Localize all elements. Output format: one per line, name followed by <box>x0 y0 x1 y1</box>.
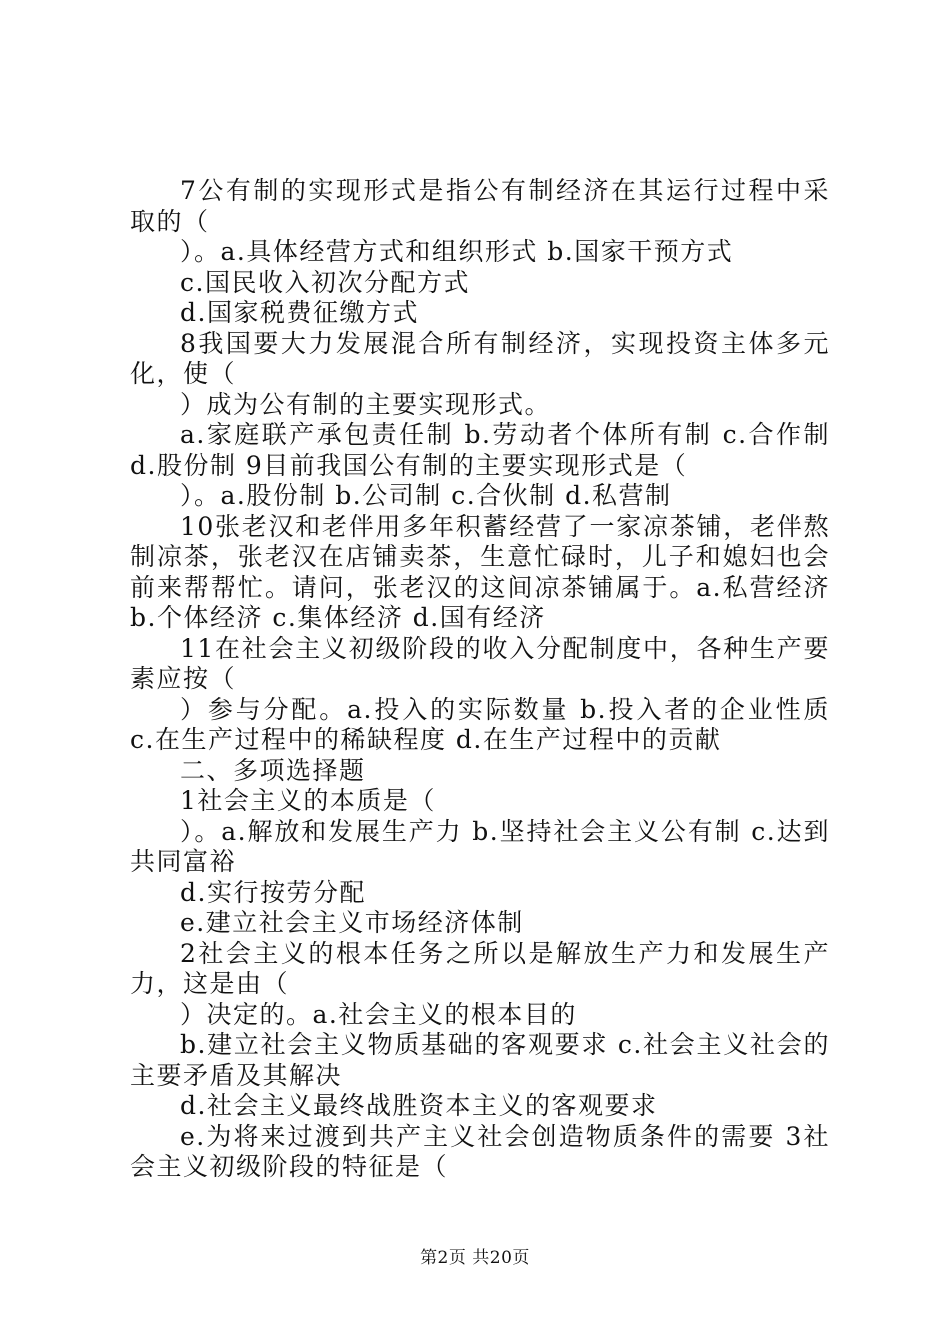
page-footer: 第2页 共20页 <box>420 1248 530 1268</box>
paragraph: 2社会主义的根本任务之所以是解放生产力和发展生产力，这是由（ <box>130 938 830 998</box>
paragraph: e.建立社会主义市场经济体制 <box>180 908 524 937</box>
paragraph: d.实行按劳分配 <box>180 877 366 907</box>
paragraph: 11在社会主义初级阶段的收入分配制度中，各种生产要素应按（ <box>130 633 830 693</box>
paragraph: a.家庭联产承包责任制 b.劳动者个体所有制 c.合作制 d.股份制 9目前我国公有制的主要实现形式是（ <box>130 420 830 480</box>
paragraph: b.建立社会主义物质基础的客观要求 c.社会主义社会的主要矛盾及其解决 <box>130 1030 830 1090</box>
section-heading: 二、多项选择题 <box>180 755 366 785</box>
document-body <box>130 176 830 1183</box>
paragraph: ）成为公有制的主要实现形式。 <box>180 389 552 419</box>
paragraph: c.国民收入初次分配方式 <box>180 267 470 297</box>
paragraph: ）参与分配。a.投入的实际数量 b.投入者的企业性质 c.在生产过程中的稀缺程度 d.在生产过程中的贡献 <box>130 694 830 754</box>
paragraph: 7公有制的实现形式是指公有制经济在其运行过程中采取的（ <box>130 176 830 236</box>
paragraph: ）。a.解放和发展生产力 b.坚持社会主义公有制 c.达到共同富裕 <box>130 816 830 876</box>
paragraph: e.为将来过渡到共产主义社会创造物质条件的需要 3社会主义初级阶段的特征是（ <box>130 1121 830 1181</box>
paragraph: 8我国要大力发展混合所有制经济，实现投资主体多元化，使（ <box>130 328 830 388</box>
paragraph: ）。a.具体经营方式和组织形式 b.国家干预方式 <box>180 237 734 266</box>
paragraph: d.国家税费征缴方式 <box>180 298 419 327</box>
paragraph: 1社会主义的本质是（ <box>180 786 436 815</box>
paragraph: ）。a.股份制 b.公司制 c.合伙制 d.私营制 <box>180 481 672 510</box>
paragraph: ）决定的。a.社会主义的根本目的 <box>180 999 577 1029</box>
paragraph: 10张老汉和老伴用多年积蓄经营了一家凉茶铺，老伴熬制凉茶，张老汉在店铺卖茶，生意忙碌时，儿子和媳妇也会前来帮帮忙。请问，张老汉的这间凉茶铺属于。a.私营经济 b.个体经济 c.集体经济 d.国有经济 <box>130 511 830 632</box>
paragraph: d.社会主义最终战胜资本主义的客观要求 <box>180 1091 658 1120</box>
